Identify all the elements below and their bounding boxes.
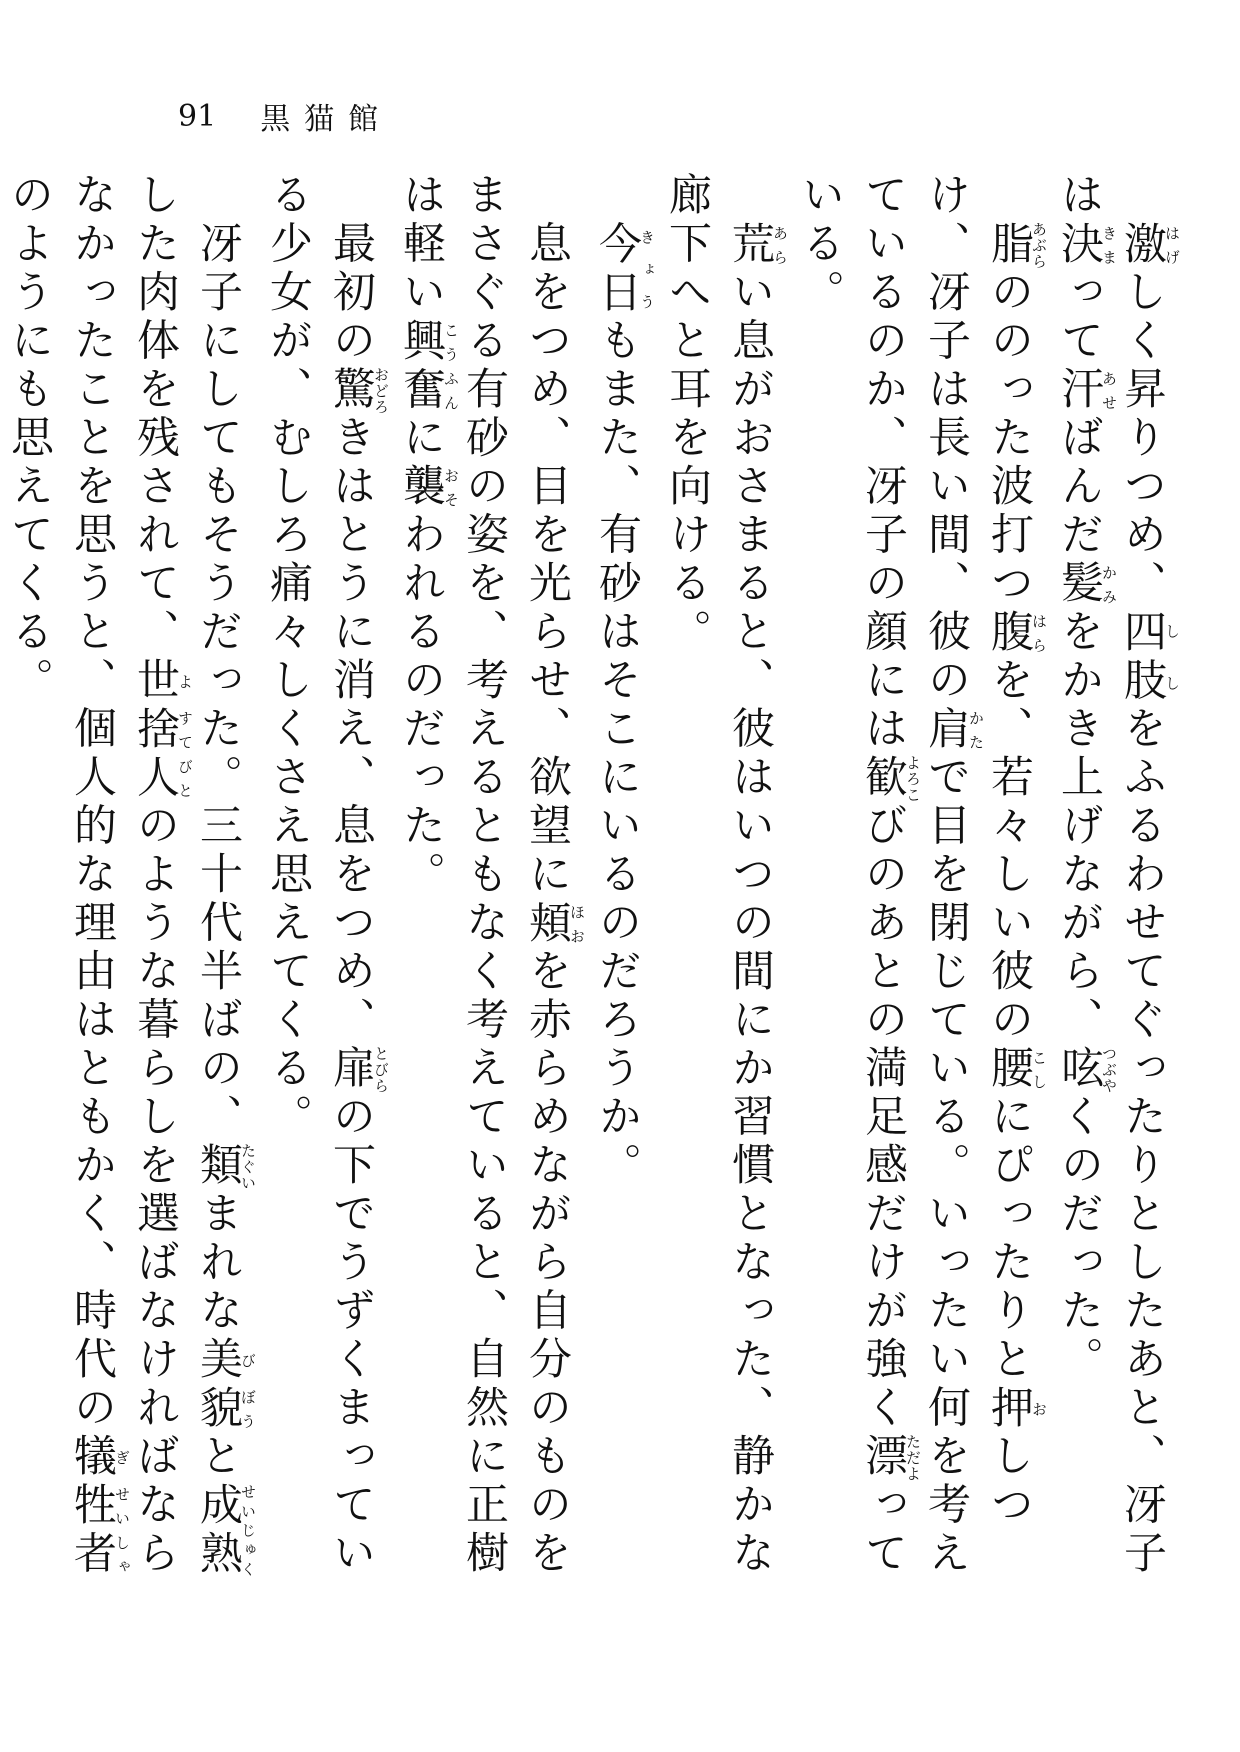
ruby-annotation: 襲おそ — [396, 463, 460, 512]
ruby-reading: び — [239, 1336, 257, 1385]
ruby-annotation: 腰こし — [984, 1045, 1048, 1094]
ruby-reading: よろこ — [904, 754, 922, 803]
ruby-annotation: 決きま — [1054, 220, 1118, 269]
ruby-reading: つぶや — [1100, 1045, 1118, 1094]
ruby-reading: こし — [1030, 1045, 1048, 1094]
book-title: 黒猫館 — [260, 102, 393, 137]
ruby-annotation: 犠ぎ — [67, 1433, 131, 1482]
ruby-reading: きま — [1100, 220, 1118, 269]
ruby-annotation: 捨人すてびと — [130, 705, 194, 803]
ruby-reading: とびら — [372, 1045, 390, 1094]
paragraph: 荒あらい息がおさまると、彼はいつの間にか習慣となった、静かな廊下へと耳を向ける。 — [662, 172, 789, 1579]
ruby-reading: かみ — [1100, 560, 1118, 609]
paragraph: 最初の驚おどろきはとうに消え、息をつめ、扉とびらの下でうずくまっている少女が、むしろ痛々しくさえ思えてくる。 — [263, 172, 390, 1579]
ruby-reading: あら — [771, 220, 789, 269]
ruby-annotation: 世よ — [130, 657, 194, 706]
ruby-annotation: 激はげ — [1117, 220, 1181, 269]
ruby-annotation: 呟つぶや — [1054, 1045, 1118, 1094]
ruby-annotation: 頬ほお — [522, 899, 586, 948]
ruby-annotation: 類たぐい — [193, 1142, 257, 1191]
ruby-annotation: 肩かた — [921, 705, 985, 754]
ruby-annotation: 髪かみ — [1054, 560, 1118, 609]
ruby-annotation: 汗あせ — [1054, 366, 1118, 415]
ruby-reading: しし — [1163, 608, 1181, 706]
paragraph: 息をつめ、目を光らせ、欲望に頬ほおを赤らめながら自分のものをまさぐる有砂の姿を、考えるともなく考えていると、自然に正樹は軽い興奮こうふんに襲おそわれるのだった。 — [396, 172, 586, 1579]
ruby-annotation: 貌ぼう — [193, 1384, 257, 1433]
ruby-annotation: 歓よろこ — [858, 754, 922, 803]
ruby-annotation: 四肢しし — [1117, 608, 1181, 706]
paragraph: 激はげしく昇りつめ、四肢ししをふるわせてぐったりとしたあと、冴子は決きまって汗あせばんだ髪かみをかき上げながら、呟つぶやくのだった。 — [1054, 172, 1181, 1579]
ruby-annotation: 驚おどろ — [326, 366, 390, 415]
ruby-reading: はげ — [1163, 220, 1181, 269]
ruby-annotation: 腹はら — [984, 608, 1048, 657]
ruby-reading: ぼう — [239, 1384, 257, 1433]
ruby-reading: ぎ — [113, 1433, 131, 1482]
paragraph: 脂あぶらののった波打つ腹はらを、若々しい彼の腰こしにぴったりと押おしつけ、冴子は長い間、彼の肩かたで目を閉じている。いったい何を考えているのか、冴子の顔には歓よろこびのあとの満足感だけが強く漂ただよっている。 — [795, 172, 1048, 1579]
ruby-reading: あせ — [1100, 366, 1118, 415]
ruby-annotation: 美び — [193, 1336, 257, 1385]
ruby-annotation: 扉とびら — [326, 1045, 390, 1094]
ruby-reading: よ — [176, 657, 194, 706]
ruby-reading: きょう — [638, 220, 656, 318]
ruby-reading: ほお — [568, 899, 586, 948]
ruby-annotation: 成熟せいじゅく — [193, 1481, 257, 1579]
paragraph: 冴子にしてもそうだった。三十代半ばの、類たぐいまれな美び貌ぼうと成熟せいじゅくした肉体を残されて、世よ捨人すてびとのような暮らしを選ばなければならなかったことを思うと、個人的な理由はともかく、時代の犠ぎ牲者せいしゃのようにも思えてくる。 — [4, 172, 257, 1579]
running-head — [178, 92, 392, 140]
ruby-annotation: 押お — [984, 1384, 1048, 1433]
ruby-annotation: 今日きょう — [592, 220, 656, 318]
ruby-annotation: 荒あら — [725, 220, 789, 269]
vertical-body-text — [4, 172, 1181, 1612]
ruby-reading: こうふん — [442, 317, 460, 415]
ruby-annotation: 牲者せいしゃ — [67, 1481, 131, 1579]
ruby-reading: おそ — [442, 463, 460, 512]
ruby-annotation: 脂あぶら — [984, 220, 1048, 269]
ruby-reading: たぐい — [239, 1142, 257, 1191]
ruby-reading: すてびと — [176, 705, 194, 803]
ruby-reading: はら — [1030, 608, 1048, 657]
ruby-reading: おどろ — [372, 366, 390, 415]
ruby-reading: せいしゃ — [113, 1481, 131, 1579]
ruby-reading: せいじゅく — [239, 1481, 257, 1579]
ruby-annotation: 興奮こうふん — [396, 317, 460, 415]
ruby-annotation: 漂ただよ — [858, 1433, 922, 1482]
ruby-reading: お — [1030, 1384, 1048, 1433]
page-number: 91 — [178, 98, 217, 134]
ruby-reading: かた — [967, 705, 985, 754]
paragraph: 今日きょうもまた、有砂はそこにいるのだろうか。 — [592, 220, 656, 1191]
ruby-reading: あぶら — [1030, 220, 1048, 269]
ruby-reading: ただよ — [904, 1433, 922, 1482]
